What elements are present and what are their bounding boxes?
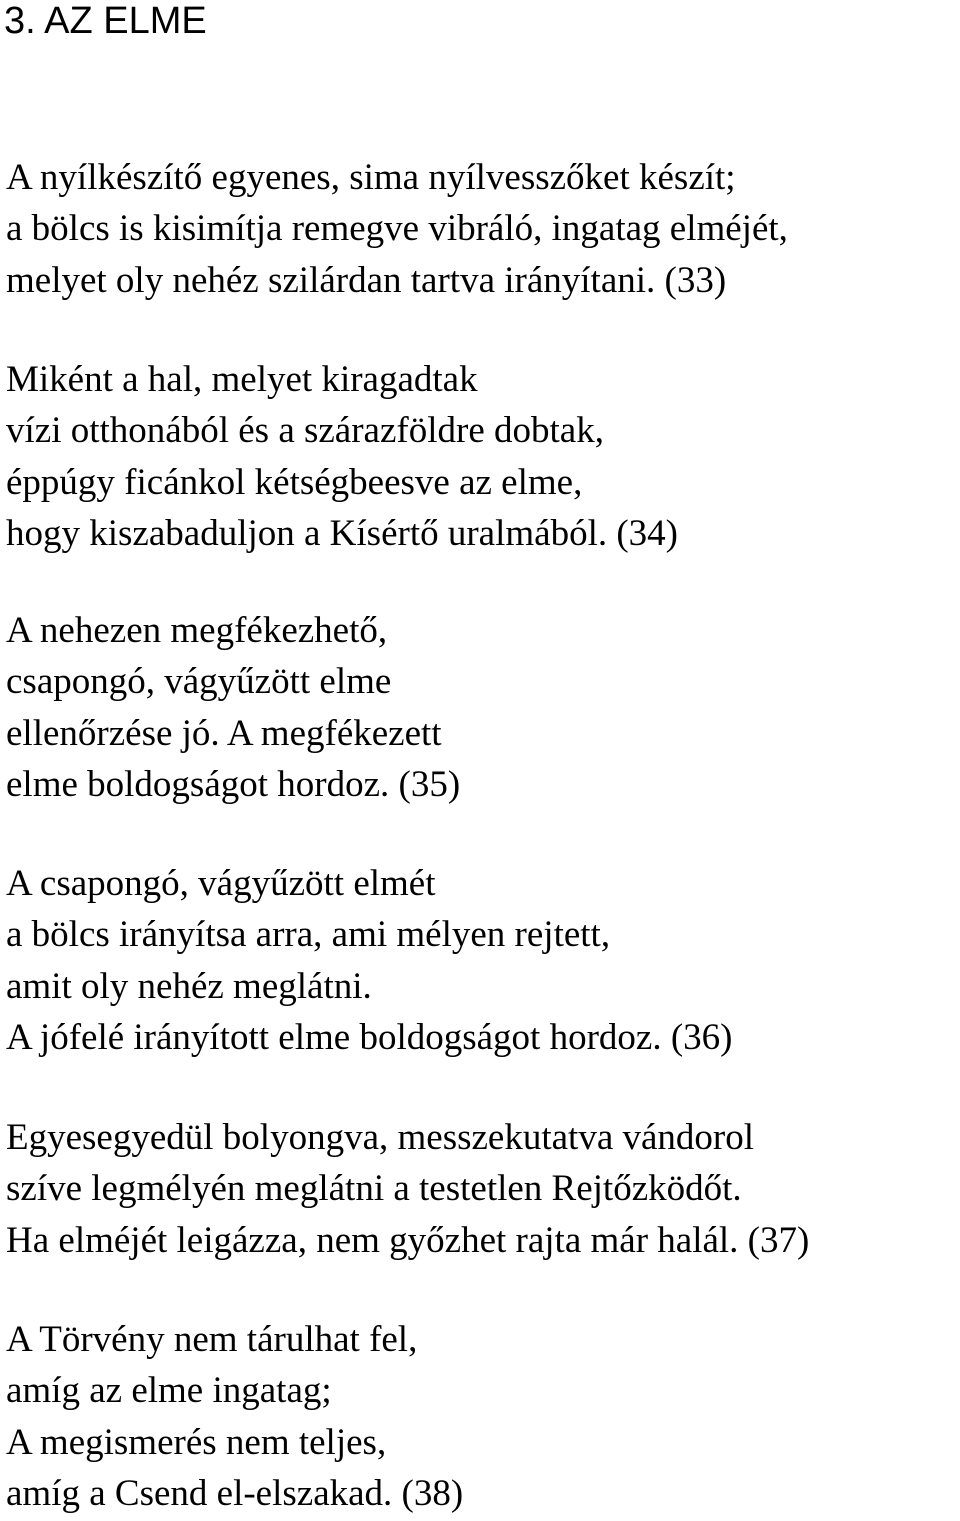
verse-line: Egyesegyedül bolyongva, messzekutatva vándorol <box>6 1117 755 1158</box>
verse-line: éppúgy ficánkol kétségbeesve az elme, <box>6 461 583 503</box>
verse-line: a bölcs irányítsa arra, ami mélyen rejtett, <box>6 914 611 956</box>
verse-line: hogy kiszabaduljon a Kísértő uralmából. (34) <box>6 512 678 554</box>
stanza-36 <box>6 858 732 1063</box>
verse-line: elme boldogságot hordoz. (35) <box>6 763 461 805</box>
stanza-34 <box>6 354 678 559</box>
stanza-37 <box>6 1112 809 1266</box>
verse-line: szíve legmélyén meglátni a testetlen Rejtőzködőt. <box>6 1168 742 1210</box>
verse-line: amit oly nehéz meglátni. <box>6 965 372 1007</box>
verse-line: vízi otthonából és a szárazföldre dobtak, <box>6 410 604 452</box>
verse-line: A megismerés nem teljes, <box>6 1421 387 1463</box>
stanza-38 <box>6 1314 463 1519</box>
verse-line: A nyílkészítő egyenes, sima nyílvesszőket készít; <box>6 157 736 198</box>
verse-line: ellenőrzése jó. A megfékezett <box>6 712 442 754</box>
stanza-33 <box>6 152 788 306</box>
verse-line: A Törvény nem tárulhat fel, <box>6 1319 418 1360</box>
verse-line: melyet oly nehéz szilárdan tartva irányítani. (33) <box>6 259 727 301</box>
chapter-title: 3. AZ ELME <box>4 0 207 42</box>
verse-line: Ha elméjét leigázza, nem győzhet rajta már halál. (37) <box>6 1219 810 1261</box>
verse-line: a bölcs is kisimítja remegve vibráló, ingatag elméjét, <box>6 208 788 250</box>
verse-line: Miként a hal, melyet kiragadtak <box>6 359 478 400</box>
verse-line: csapongó, vágyűzött elme <box>6 661 392 703</box>
verse-line: A jófelé irányított elme boldogságot hordoz. (36) <box>6 1016 733 1058</box>
verse-line: A csapongó, vágyűzött elmét <box>6 863 436 904</box>
stanza-35 <box>6 605 460 810</box>
verse-line: A nehezen megfékezhető, <box>6 610 388 651</box>
verse-line: amíg az elme ingatag; <box>6 1370 332 1412</box>
verse-line: amíg a Csend el-elszakad. (38) <box>6 1472 464 1514</box>
